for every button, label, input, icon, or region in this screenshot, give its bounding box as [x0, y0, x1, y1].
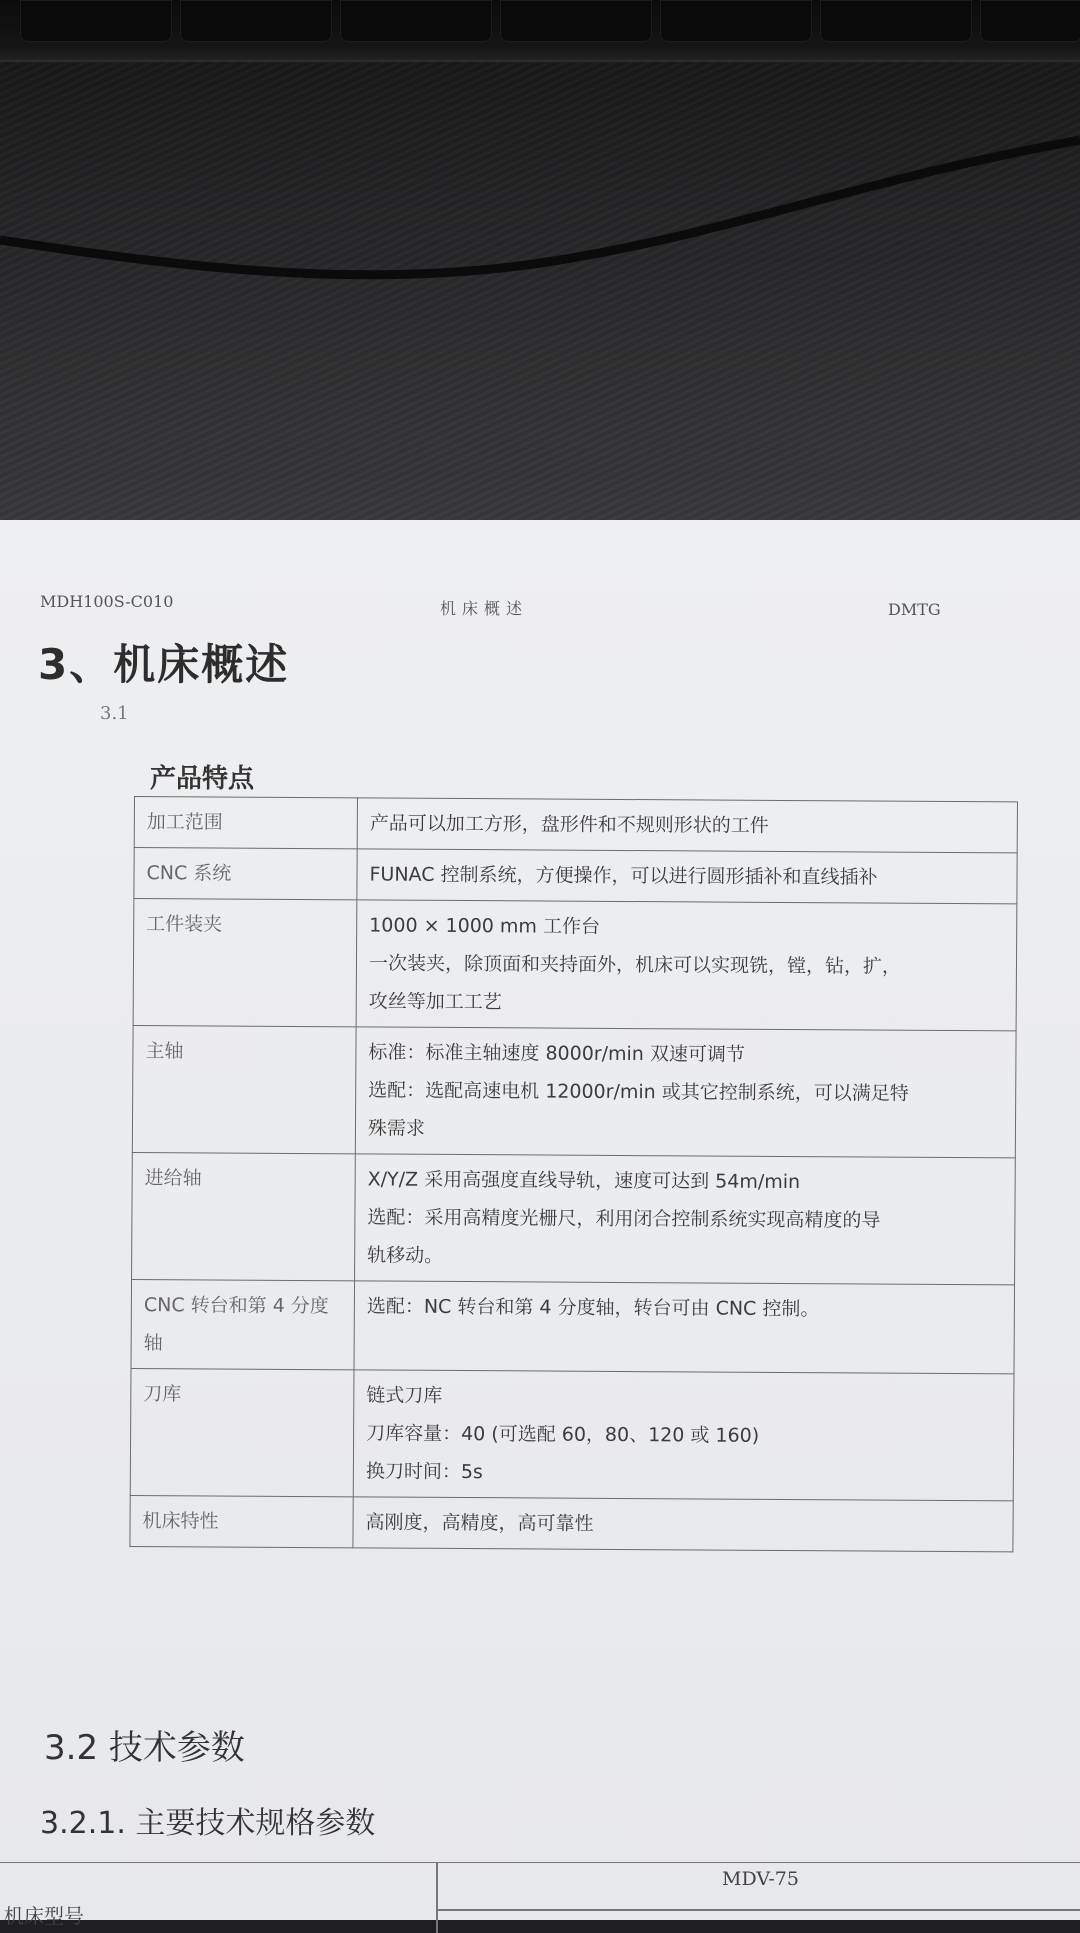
feature-key: CNC 转台和第 4 分度轴 [131, 1279, 355, 1369]
feature-value [356, 900, 1017, 1031]
feature-key: 主轴 [132, 1025, 356, 1153]
feature-line: 殊需求 [367, 1117, 426, 1140]
document-page [0, 520, 1080, 1928]
keyboard-key [660, 0, 812, 42]
feature-key: 工件装夹 [133, 899, 357, 1027]
feature-line: 产品可以加工方形，盘形件和不规则形状的工件 [369, 812, 769, 837]
table-row [132, 1152, 1016, 1284]
features-table [129, 796, 1018, 1552]
table-divider [436, 1909, 1080, 1911]
feature-line: X/Y/Z 采用高强度直线导轨，速度可达到 54m/min [367, 1168, 801, 1194]
table-divider [436, 1863, 438, 1933]
feature-line: 标准：标准主轴速度 8000r/min 双速可调节 [368, 1041, 745, 1066]
desk-background [0, 0, 1080, 540]
table-row [134, 848, 1017, 904]
table-row [131, 1279, 1015, 1373]
brand-label: DMTG [888, 600, 941, 619]
feature-value [353, 1497, 1013, 1552]
feature-value [357, 849, 1017, 904]
model-value: MDV-75 [722, 1868, 799, 1890]
keyboard-key [340, 0, 492, 42]
feature-key: 加工范围 [134, 797, 357, 849]
spec-table-top [0, 1862, 1080, 1933]
feature-line: 高刚度，高精度，高可靠性 [365, 1511, 594, 1535]
feature-line: FUNAC 控制系统，方便操作，可以进行圆形插补和直线插补 [369, 863, 878, 889]
keyboard-edge [0, 0, 1080, 62]
keyboard-key [20, 0, 172, 42]
keyboard-key [980, 0, 1080, 42]
feature-value [354, 1281, 1015, 1374]
feature-line: 选配：选配高速电机 12000r/min 或其它控制系统，可以满足特 [368, 1079, 909, 1105]
feature-line: 选配：采用高精度光栅尺，利用闭合控制系统实现高精度的导 [367, 1206, 881, 1232]
feature-line: 一次装夹，除顶面和夹持面外，机床可以实现铣，镗，钻，扩， [368, 952, 902, 978]
feature-key: 机床特性 [130, 1495, 353, 1547]
table-row [134, 797, 1017, 853]
feature-line: 换刀时间：5s [365, 1460, 483, 1484]
feature-value [355, 1154, 1016, 1285]
table-title: 产品特点 [150, 764, 255, 794]
feature-line: 攻丝等加工工艺 [368, 990, 502, 1014]
table-row [130, 1368, 1014, 1500]
tech-spec-subheading: 3.2.1. 主要技术规格参数 [40, 1806, 376, 1841]
table-row [132, 1025, 1016, 1157]
section-number: 3.1 [100, 703, 129, 724]
tech-params-heading: 3.2 技术参数 [44, 1728, 245, 1768]
section-title: 3、机床概述 [38, 640, 290, 689]
feature-line: 链式刀库 [366, 1384, 443, 1407]
model-label: 机床型号 [4, 1904, 84, 1928]
keyboard-key [180, 0, 332, 42]
feature-value [353, 1370, 1014, 1501]
doc-code: MDH100S-C010 [40, 592, 174, 611]
keyboard-key [500, 0, 652, 42]
table-row [133, 899, 1017, 1031]
feature-line: 轨移动。 [367, 1244, 444, 1267]
cable-graphic [0, 120, 1080, 360]
feature-line: 刀库容量：40 (可选配 60，80、120 或 160) [366, 1422, 760, 1447]
feature-value [357, 798, 1017, 853]
feature-line: 1000 × 1000 mm 工作台 [369, 914, 601, 938]
keyboard-key [820, 0, 972, 42]
table-row [130, 1495, 1013, 1551]
feature-line: 选配：NC 转台和第 4 分度轴，转台可由 CNC 控制。 [366, 1295, 820, 1321]
feature-key: 进给轴 [132, 1152, 356, 1280]
feature-key: CNC 系统 [134, 848, 357, 900]
feature-value [355, 1027, 1016, 1158]
feature-key: 刀库 [130, 1368, 354, 1496]
running-header: 机床概述 [440, 599, 529, 618]
